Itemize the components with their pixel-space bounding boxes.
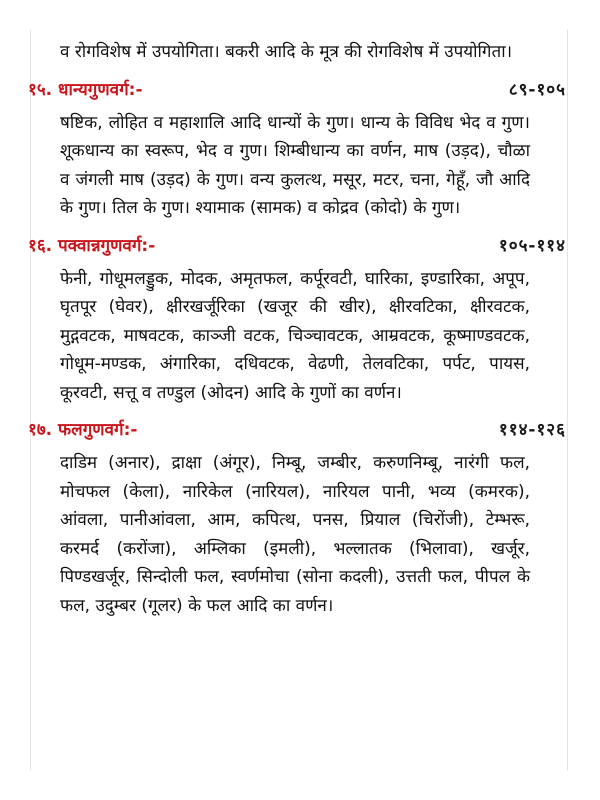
page-range: १०५-११४ bbox=[498, 235, 566, 256]
page-range: ११४-१२६ bbox=[498, 420, 566, 440]
section-paragraph: फेनी, गोधूमलड्डुक, मोदक, अमृतफल, कर्पूरवटी, घारिका, इण्डारिका, अपूप, घृतपूर (घेवर), क्षीरखर्जूरिका (खजूर की खीर), क्षीरवटिका, क्षीरवटक, मुद्गवटक, माषवटक, काञ्जी वटक, चिञ्चावटक, आम्रवटक, कूष्माण्डवटक, गोधूम-मण्डक, अंगारिका, दधिवटक, वेढणी, तेलवटिका, पर्पट, पायस, कूरवटी, सत्तू व तण्डुल (ओदन) आदि के गुणों का वर्णन। bbox=[60, 268, 530, 403]
section-title: १७. फलगुणवर्ग:- bbox=[28, 420, 138, 440]
section-paragraph: षष्टिक, लोहित व महाशालि आदि धान्यों के गुण। धान्य के विविध भेद व गुण। शूकधान्य का स्वरूप, भेद व गुण। शिम्बीधान्य का वर्णन, माष (उड़द), चौळा व जंगली माष (उड़द) के गुण। वन्य कुलत्थ, मसूर, मटर, चना, गेहूँ, जौ आदि के गुण। तिल के गुण। श्यामाक (सामक) व कोद्रव (कोदो) के गुण। bbox=[60, 112, 530, 218]
intro-paragraph: व रोगविशेष में उपयोगिता। बकरी आदि के मूत्र की रोगविशेष में उपयोगिता। bbox=[60, 42, 513, 62]
document-page bbox=[28, 38, 568, 620]
section-heading bbox=[28, 417, 568, 443]
section-title: १५. धान्यगुणवर्ग:- bbox=[28, 79, 143, 100]
page-range: ८९-१०५ bbox=[508, 79, 566, 100]
section-heading bbox=[28, 77, 568, 103]
section-title: १६. पक्वान्नगुणवर्ग:- bbox=[28, 235, 156, 256]
section-heading bbox=[28, 233, 568, 259]
section-paragraph: दाडिम (अनार), द्राक्षा (अंगूर), निम्बू, जम्बीर, करुणनिम्बू, नारंगी फल, मोचफल (केला), नारिकेल (नारियल), नारियल पानी, भव्य (कमरक), आंवला, पानीआंवला, आम, कपित्थ, पनस, प्रियाल (चिरोंजी), टेम्भरू, करमर्द (करोंजा), अम्लिका (इमली), भल्लातक (भिलावा), खर्जूर, पिण्डखर्जूर, सिन्दोली फल, स्वर्णमोचा (सोना कदली), उत्तती फल, पीपल के फल, उदुम्बर (गूलर) के फल आदि का वर्णन। bbox=[60, 453, 530, 616]
